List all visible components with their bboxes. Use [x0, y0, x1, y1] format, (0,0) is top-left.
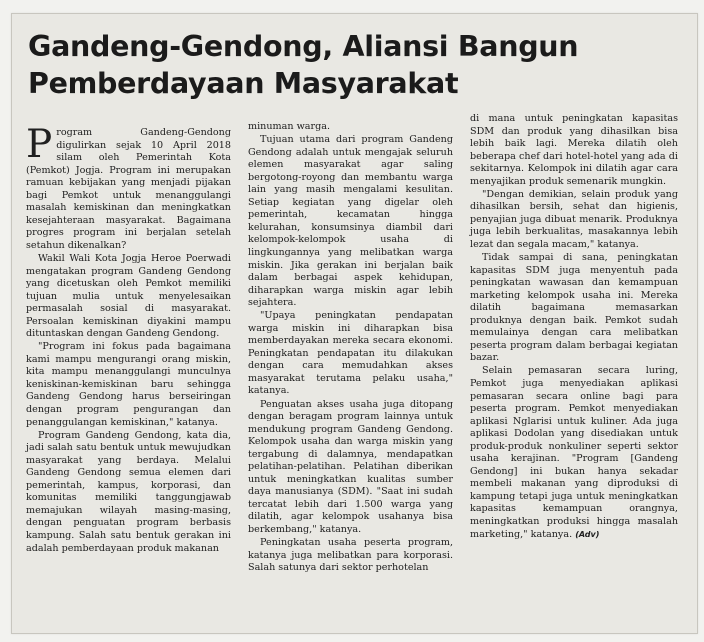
paragraph: Penguatan akses usaha juga ditopang dengan beragam program lainnya untuk mendukung program Gandeng Gendong. Kelompok usaha dan warga miskin yang tergabung di dalamnya, mendapatkan pelatihan-pelatihan. Pelatihan diberikan untuk meningkatkan kualitas sumber daya manusianya (SDM). "Saat ini sudah tercatat lebih dari 1.500 warga yang dilatih, agar kelompok usahanya bisa berkembang," katanya.: [248, 398, 453, 535]
paragraph: di mana untuk peningkatan kapasitas SDM dan produk yang dihasilkan bisa lebih baik lagi. Mereka dilatih oleh beberapa chef dari hotel-hotel yang ada di sekitarnya. Kelompok ini dilatih agar cara menyajikan produk semenarik mungkin.: [470, 113, 678, 187]
paragraph: minuman warga.: [248, 121, 330, 132]
paragraph: "Upaya peningkatan pendapatan warga miskin ini diharapkan bisa memberdayakan mereka secara ekonomi. Peningkatan pendapatan itu dilakukan dengan cara memudahkan akses masyarakat terutama pelaku usaha," katanya.: [248, 310, 453, 397]
paragraph: "Dengan demikian, selain produk yang dihasilkan bersih, sehat dan higienis, penyajian juga dibuat menarik. Produknya juga lebih berkualitas, masakannya lebih lezat dan segala macam," katanya.: [470, 188, 678, 250]
drop-cap: P: [26, 122, 53, 167]
headline: [28, 28, 688, 102]
paragraph: Selain pemasaran secara luring, Pemkot juga menyediakan aplikasi pemasaran secara online bagi para peserta program. Pemkot menyediakan aplikasi Nglarisi untuk kuliner. Ada juga aplikasi Dodolan yang disediakan untuk produk-produk nonkuliner seperti sektor usaha kerajinan. "Program [Gandeng Gendong] ini bukan hanya sekadar membeli makanan yang diproduksi di kampung tetapi juga untuk meningkatkan kapasitas kemampuan orangnya, meningkatkan produksi hingga masalah marketing," katanya. (Adv): [470, 365, 678, 540]
article-column-3: [470, 113, 678, 542]
paragraph: Wakil Wali Kota Jogja Heroe Poerwadi mengatakan program Gandeng Gendong yang dicetuskan oleh Pemkot memiliki tujuan mulia untuk menyelesaikan permasalah sosial di masyarakat. Persoalan kemiskinan diyakini mampu dituntaskan dengan Gandeng Gendong.: [26, 252, 231, 340]
author-signature: (Adv): [575, 529, 600, 539]
paragraph: "Program ini fokus pada bagaimana kami mampu mengurangi orang miskin, kita mampu menanggulangi munculnya keniskinan-kemiskinan baru sehingga Gandeng Gendong harus berseiringan dengan program pengurangan dan penanggulangan kemiskinan," katanya.: [26, 341, 231, 428]
paragraph: Program Gandeng-Gendong digulirkan sejak 10 April 2018 silam oleh Pemerintah Kota (Pemkot) Jogja. Program ini merupakan ramuan kebijakan yang menjadi pijakan bagi Pemkot untuk menanggulangi masalah kemiskinan dan meningkatkan kesejahteraan masyarakat. Bagaimana progres program ini berjalan setelah setahun dikenalkan?: [26, 122, 231, 251]
article-column-1: [26, 122, 231, 556]
headline-line-1: Gandeng-Gendong, Aliansi Bangun: [28, 30, 579, 63]
paragraph: Program Gandeng Gendong, kata dia, jadi salah satu bentuk untuk mewujudkan masyarakat yang berdaya. Melalui Gandeng Gendong semua elemen dari pemerintah, kampus, korporasi, dan komunitas memiliki tanggungjawab memajukan wilayah masing-masing, dengan penguatan program berbasis kampung. Salah satu bentuk gerakan ini adalah pemberdayaan produk makanan: [26, 429, 231, 554]
paragraph: Tujuan utama dari program Gandeng Gendong adalah untuk mengajak seluruh elemen masyarakat agar saling bergotong-royong dan membantu warga lain yang masih mengalami kesulitan. Setiap kegiatan yang digelar oleh pemerintah, kecamatan hingga kelurahan, konsumsinya diambil dari kelompok-kelompok usaha di lingkungannya yang melibatkan warga miskin. Jika gerakan ini berjalan baik dalam berbagai aspek kehidupan, diharapkan warga miskin agar lebih sejahtera.: [248, 134, 453, 309]
newspaper-clipping: [11, 13, 698, 634]
article-column-2: [248, 121, 453, 575]
headline-line-2: Pemberdayaan Masyarakat: [28, 67, 459, 100]
paragraph: Tidak sampai di sana, peningkatan kapasitas SDM juga menyentuh pada peningkatan wawasan dan kemampuan marketing kelompok usaha ini. Mereka dilatih bagaimana memasarkan produknya dengan baik. Pemkot sudah memulainya dengan cara melibatkan peserta program dalam berbagai kegiatan bazar.: [470, 252, 678, 364]
paragraph: Peningkatan usaha peserta program, katanya juga melibatkan para korporasi. Salah satunya dari sektor perhotelan: [248, 537, 453, 574]
